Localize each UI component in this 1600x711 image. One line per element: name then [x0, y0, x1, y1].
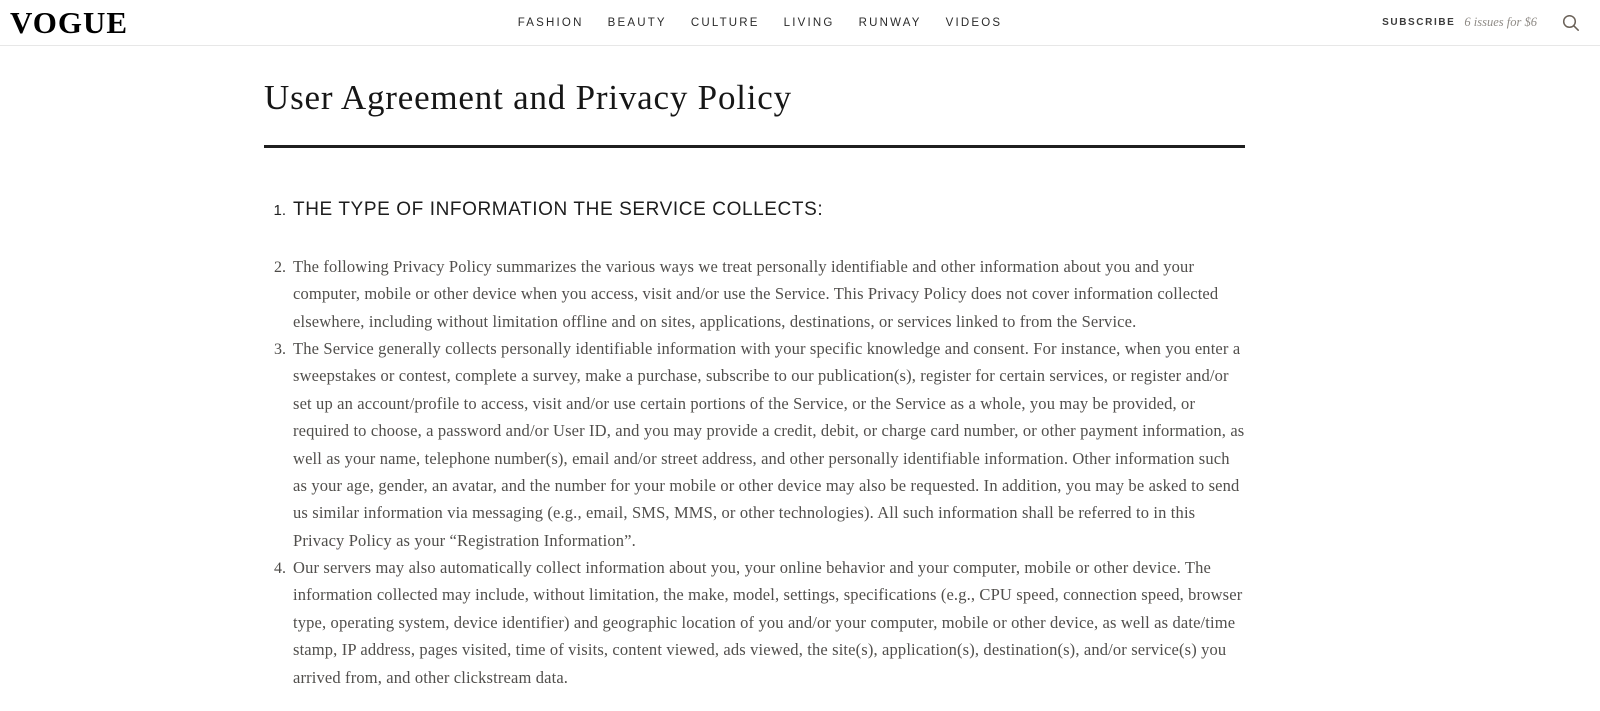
- list-item-number: 1.: [273, 202, 286, 220]
- paragraph-text: Our servers may also automatically collect information about you, your online behavior and your computer, mobile or other device. The information collected may include, without limitation, the make, model, settings, specifications (e.g., CPU speed, connection speed, browser type, operating system, device identifier) and geographic location of you and/or your computer, mobile or other device, as well as date/time stamp, IP address, pages visited, time of visits, content viewed, ads viewed, the site(s), application(s), destination(s), and/or service(s) you arrived from, and other clickstream data.: [293, 558, 1243, 687]
- nav-item-living[interactable]: LIVING: [783, 16, 835, 29]
- search-icon[interactable]: [1560, 12, 1582, 34]
- section-heading-text: THE TYPE OF INFORMATION THE SERVICE COLLECTS:: [293, 199, 824, 221]
- list-item-number: 3.: [274, 341, 286, 359]
- list-item-heading: [264, 198, 1245, 223]
- nav-item-culture[interactable]: CULTURE: [690, 16, 760, 29]
- primary-nav: [506, 17, 1015, 29]
- header-right: [1382, 12, 1582, 34]
- list-item: [264, 335, 1245, 554]
- main-content: [264, 46, 1245, 701]
- title-divider: [264, 145, 1245, 148]
- subscribe-offer[interactable]: 6 issues for $6: [1464, 15, 1537, 29]
- magnifier-glyph: [1562, 14, 1580, 32]
- nav-item-fashion[interactable]: FASHION: [517, 16, 584, 29]
- nav-item-beauty[interactable]: BEAUTY: [607, 16, 667, 29]
- nav-item-runway[interactable]: RUNWAY: [858, 16, 922, 29]
- paragraph-text: The following Privacy Policy summarizes the various ways we treat personally identifiable and other information about you and your computer, mobile or other device when you access, visit and/or use the Service. This Privacy Policy does not cover information collected elsewhere, including without limitation offline and on sites, applications, destinations, or services linked to from the Service.: [293, 256, 1219, 331]
- nav-item-videos[interactable]: VIDEOS: [945, 16, 1003, 29]
- subscribe-link[interactable]: SUBSCRIBE: [1382, 17, 1456, 28]
- policy-list: [264, 198, 1245, 691]
- list-item: [264, 253, 1245, 335]
- list-item-number: 4.: [274, 560, 286, 578]
- list-item-number: 2.: [274, 258, 286, 276]
- page-title: User Agreement and Privacy Policy: [264, 78, 792, 117]
- vogue-logo[interactable]: VOGUE: [10, 5, 129, 40]
- list-item: [264, 554, 1245, 691]
- paragraph-text: The Service generally collects personally identifiable information with your specific knowledge and consent. For instance, when you enter a sweepstakes or contest, complete a survey, make a purchase, subscribe to our publication(s), register for certain services, or register and/or set up an account/profile to access, visit and/or use certain portions of the Service, or the Service as a whole, you may be provided, or required to choose, a password and/or User ID, and you may provide a credit, debit, or charge card number, or other payment information, as well as your name, telephone number(s), email and/or street address, and other personally identifiable information. Other information such as your age, gender, an avatar, and the number for your mobile or other device may also be requested. In addition, you may be asked to send us similar information via messaging (e.g., email, SMS, MMS, or other technologies). All such information shall be referred to in this Privacy Policy as your “Registration Information”.: [293, 339, 1245, 550]
- site-header: [0, 0, 1600, 46]
